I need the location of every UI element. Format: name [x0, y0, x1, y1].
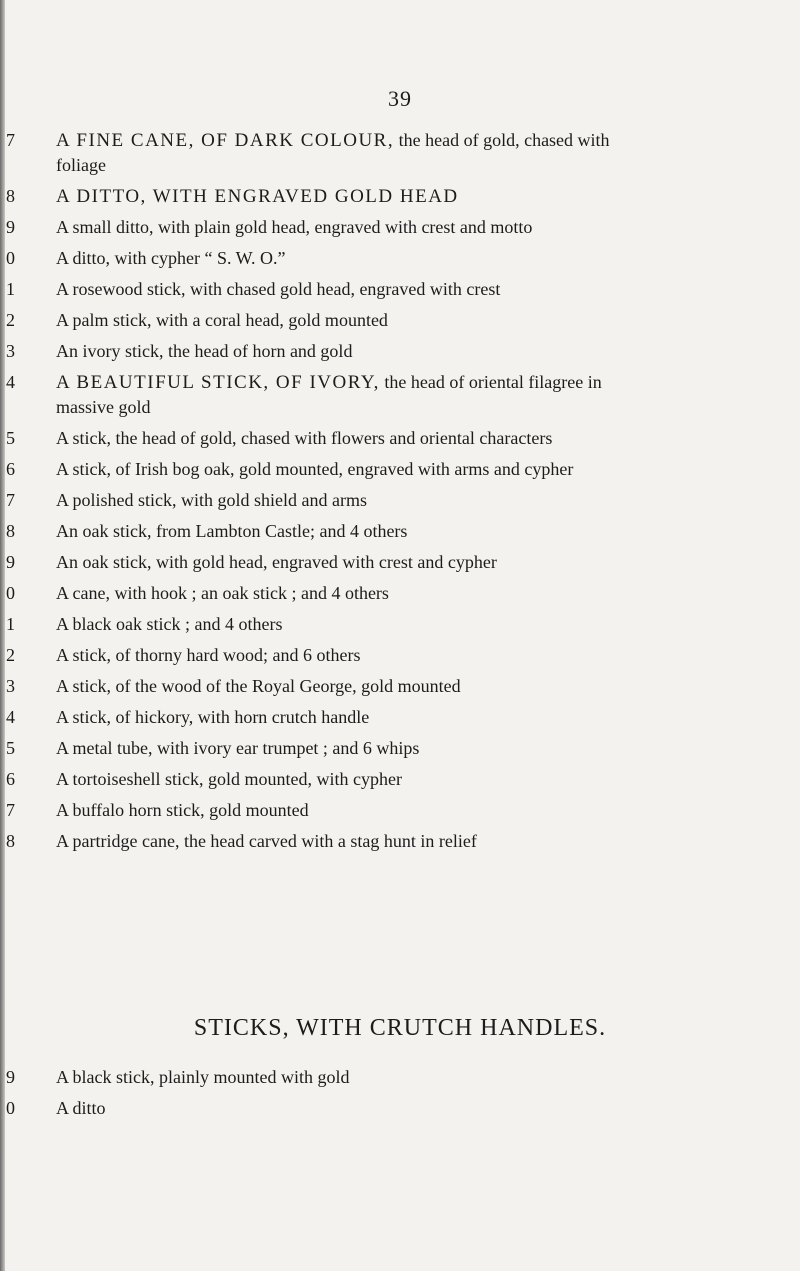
lot-number: 9 [6, 552, 15, 572]
lot-number: 6 [6, 769, 15, 789]
lot-number: 4 [6, 372, 15, 392]
lot-number: 9 [6, 1067, 15, 1087]
lot-description: A small ditto, with plain gold head, engraved with crest and motto [56, 217, 533, 237]
lot-entry [0, 184, 780, 209]
lot-number: 8 [6, 831, 15, 851]
lot-description: An oak stick, with gold head, engraved with crest and cypher [56, 552, 497, 572]
lot-entry [0, 705, 780, 730]
lot-number: 8 [6, 186, 15, 206]
lot-number: 2 [6, 310, 15, 330]
lot-description: A stick, of the wood of the Royal George, gold mounted [56, 676, 461, 696]
lot-list-crutch-handles [0, 1065, 780, 1127]
lot-description: A rosewood stick, with chased gold head, engraved with crest [56, 279, 501, 299]
lot-entry [0, 370, 780, 420]
section-heading: STICKS, WITH CRUTCH HANDLES. [193, 1015, 607, 1041]
lot-number: 0 [6, 248, 15, 268]
lot-description: A cane, with hook ; an oak stick ; and 4 others [56, 583, 389, 603]
lot-list [0, 128, 780, 860]
lot-description: A black oak stick ; and 4 others [56, 614, 283, 634]
lot-entry [0, 767, 780, 792]
lot-title-caps: A BEAUTIFUL STICK, OF IVORY, [56, 372, 380, 393]
lot-number: 3 [6, 676, 15, 696]
lot-description: A ditto, with cypher “ S. W. O.” [56, 248, 286, 268]
lot-description: A palm stick, with a coral head, gold mounted [56, 310, 388, 330]
lot-entry [0, 550, 780, 575]
lot-number: 7 [6, 490, 15, 510]
lot-entry [0, 1096, 780, 1121]
lot-description: A buffalo horn stick, gold mounted [56, 800, 309, 820]
lot-entry [0, 426, 780, 451]
lot-number: 3 [6, 341, 15, 361]
lot-description: A stick, of thorny hard wood; and 6 others [56, 645, 361, 665]
lot-description: A stick, of Irish bog oak, gold mounted, engraved with arms and cypher [56, 459, 574, 479]
lot-entry [0, 339, 780, 364]
lot-number: 8 [6, 521, 15, 541]
lot-entry [0, 277, 780, 302]
lot-number: 1 [6, 279, 15, 299]
lot-description: A polished stick, with gold shield and arms [56, 490, 367, 510]
lot-number: 6 [6, 459, 15, 479]
lot-description: A stick, the head of gold, chased with flowers and oriental characters [56, 428, 553, 448]
lot-entry [0, 736, 780, 761]
lot-entry [0, 643, 780, 668]
lot-title-caps: A FINE CANE, OF DARK COLOUR, [56, 130, 395, 151]
lot-description: An oak stick, from Lambton Castle; and 4 others [56, 521, 408, 541]
lot-entry [0, 246, 780, 271]
lot-number: 2 [6, 645, 15, 665]
lot-entry [0, 488, 780, 513]
lot-number: 5 [6, 428, 15, 448]
lot-description: A partridge cane, the head carved with a stag hunt in relief [56, 831, 477, 851]
page-number: 39 [388, 86, 412, 111]
lot-number: 5 [6, 738, 15, 758]
lot-number: 4 [6, 707, 15, 727]
lot-entry [0, 308, 780, 333]
lot-number: 7 [6, 130, 15, 150]
lot-number: 7 [6, 800, 15, 820]
lot-description: the head of gold, chased with [394, 130, 610, 150]
lot-number: 9 [6, 217, 15, 237]
lot-description: A stick, of hickory, with horn crutch handle [56, 707, 370, 727]
lot-number: 1 [6, 614, 15, 634]
lot-entry [0, 519, 780, 544]
lot-description: A ditto [56, 1098, 106, 1118]
lot-entry [0, 457, 780, 482]
lot-number: 0 [6, 1098, 15, 1118]
lot-entry [0, 612, 780, 637]
lot-number: 0 [6, 583, 15, 603]
lot-description-continued: foliage [56, 155, 106, 175]
lot-description: A metal tube, with ivory ear trumpet ; and 6 whips [56, 738, 420, 758]
lot-entry [0, 674, 780, 699]
lot-description: A black stick, plainly mounted with gold [56, 1067, 350, 1087]
lot-entry [0, 1065, 780, 1090]
lot-entry [0, 798, 780, 823]
lot-description: A tortoiseshell stick, gold mounted, with cypher [56, 769, 402, 789]
lot-title-caps: A DITTO, WITH ENGRAVED GOLD HEAD [56, 186, 459, 207]
lot-entry [0, 581, 780, 606]
lot-description: the head of oriental filagree in [379, 372, 602, 392]
lot-description-continued: massive gold [56, 397, 151, 417]
lot-entry [0, 128, 780, 178]
lot-entry [0, 215, 780, 240]
lot-entry [0, 829, 780, 854]
lot-description: An ivory stick, the head of horn and gold [56, 341, 353, 361]
